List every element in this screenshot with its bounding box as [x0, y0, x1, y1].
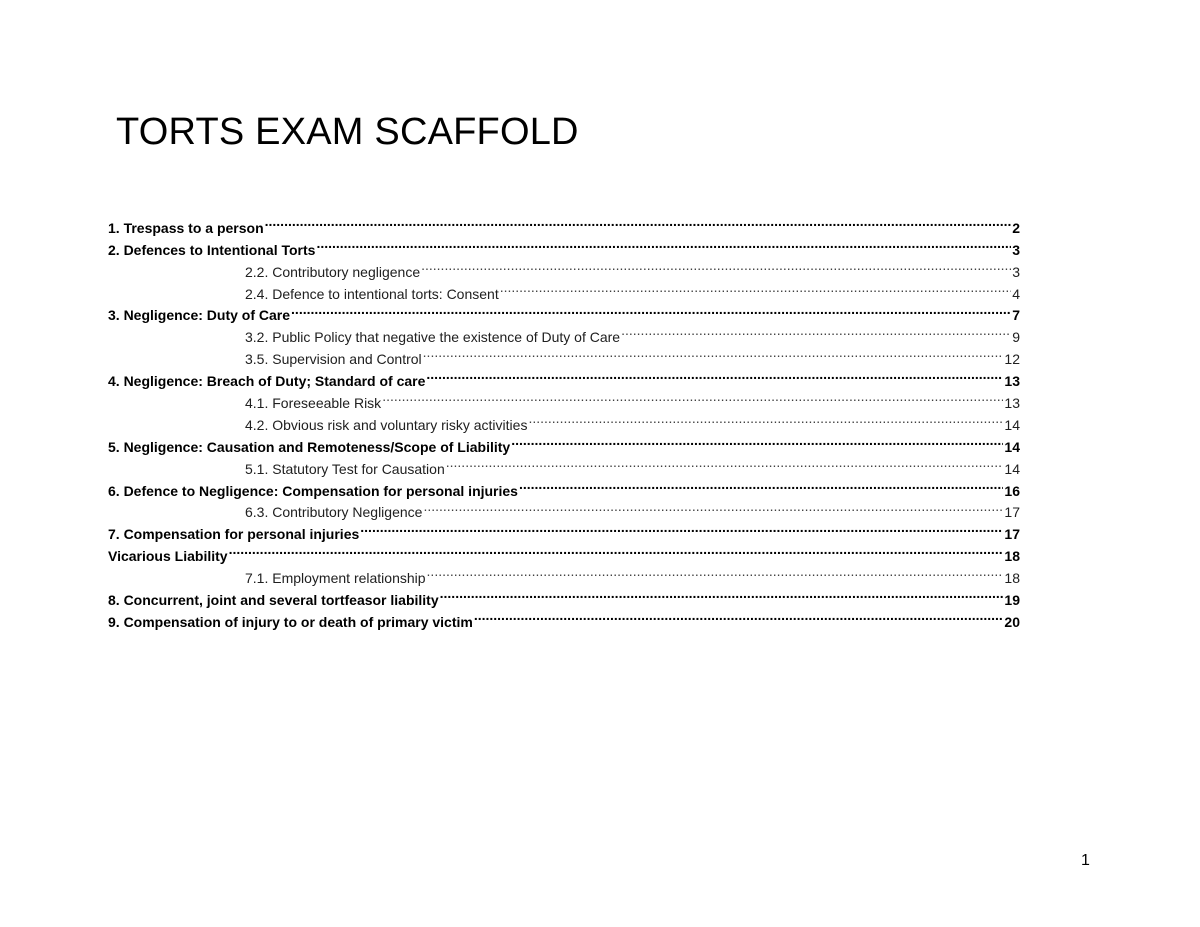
- toc-entry-label: 6. Defence to Negligence: Compensation for personal injuries: [108, 482, 518, 499]
- toc-dot-leader: [421, 255, 1011, 277]
- toc-entry-label: 2.4. Defence to intentional torts: Consent: [245, 285, 499, 302]
- toc-entry-page-number: 4: [1012, 285, 1020, 302]
- toc-entry-label: 3.5. Supervision and Control: [245, 351, 422, 368]
- toc-dot-leader: [229, 539, 1004, 561]
- toc-entry-page-number: 19: [1004, 592, 1020, 609]
- toc-entry-label: 8. Concurrent, joint and several tortfeasor liability: [108, 592, 439, 609]
- toc-dot-leader: [519, 474, 1003, 496]
- toc-entry-page-number: 12: [1004, 351, 1020, 368]
- toc-dot-leader: [291, 299, 1011, 321]
- toc-entry-page-number: 13: [1004, 373, 1020, 390]
- toc-dot-leader: [440, 583, 1004, 605]
- toc-entry-page-number: 3: [1012, 263, 1020, 280]
- toc-dot-leader: [511, 430, 1003, 452]
- toc-dot-leader: [474, 605, 1004, 627]
- toc-entry-label: 5.1. Statutory Test for Causation: [245, 460, 445, 477]
- toc-entry-label: 3.2. Public Policy that negative the existence of Duty of Care: [245, 329, 621, 346]
- toc-dot-leader: [528, 408, 1003, 430]
- toc-entry-page-number: 14: [1004, 438, 1020, 455]
- toc-dot-leader: [427, 561, 1004, 583]
- toc-entry-page-number: 17: [1004, 504, 1020, 521]
- toc-entry[interactable]: [108, 539, 1020, 565]
- toc-entry-page-number: 18: [1004, 570, 1020, 587]
- toc-entry[interactable]: [108, 561, 1020, 587]
- toc-entry-label: 9. Compensation of injury to or death of primary victim: [108, 613, 473, 630]
- toc-dot-leader: [446, 452, 1004, 474]
- toc-dot-leader: [423, 342, 1004, 364]
- document-title: TORTS EXAM SCAFFOLD: [116, 111, 579, 153]
- toc-entry-label: 7. Compensation for personal injuries: [108, 526, 360, 543]
- toc-entry-label: 6.3. Contributory Negligence: [245, 504, 423, 521]
- toc-dot-leader: [426, 364, 1003, 386]
- toc-entry-page-number: 17: [1004, 526, 1020, 543]
- toc-entry-page-number: 13: [1004, 395, 1020, 412]
- page-number: 1: [1081, 852, 1090, 869]
- toc-entry-page-number: 3: [1012, 241, 1020, 258]
- toc-entry-page-number: 7: [1012, 307, 1020, 324]
- toc-entry-page-number: 18: [1004, 548, 1020, 565]
- toc-entry-label: 7.1. Employment relationship: [245, 570, 426, 587]
- toc-entry-page-number: 16: [1004, 482, 1020, 499]
- toc-entry[interactable]: [108, 211, 1020, 236]
- toc-dot-leader: [316, 233, 1011, 255]
- toc-dot-leader: [382, 386, 1003, 408]
- toc-dot-leader: [265, 211, 1011, 233]
- toc-entry-label: 3. Negligence: Duty of Care: [108, 307, 291, 324]
- toc-entry-page-number: 14: [1004, 460, 1020, 477]
- toc-dot-leader: [621, 320, 1011, 342]
- toc-dot-leader: [500, 277, 1011, 299]
- toc-entry-label: 2. Defences to Intentional Torts: [108, 241, 316, 258]
- toc-entry-page-number: 20: [1004, 613, 1020, 630]
- toc-entry-page-number: 9: [1012, 329, 1020, 346]
- toc-entry-label: Vicarious Liability: [108, 548, 228, 565]
- toc-dot-leader: [360, 517, 1003, 539]
- toc-entry-label: 5. Negligence: Causation and Remoteness/Scope of Liability: [108, 438, 511, 455]
- toc-dot-leader: [423, 496, 1003, 518]
- toc-entry-label: 4. Negligence: Breach of Duty; Standard of care: [108, 373, 426, 390]
- toc-entry-label: 1. Trespass to a person: [108, 219, 264, 236]
- table-of-contents: [108, 211, 1020, 630]
- toc-entry-label: 2.2. Contributory negligence: [245, 263, 421, 280]
- toc-entry-page-number: 14: [1004, 416, 1020, 433]
- toc-entry-label: 4.1. Foreseeable Risk: [245, 395, 382, 412]
- toc-entry-label: 4.2. Obvious risk and voluntary risky activities: [245, 416, 528, 433]
- toc-entry-page-number: 2: [1012, 219, 1020, 236]
